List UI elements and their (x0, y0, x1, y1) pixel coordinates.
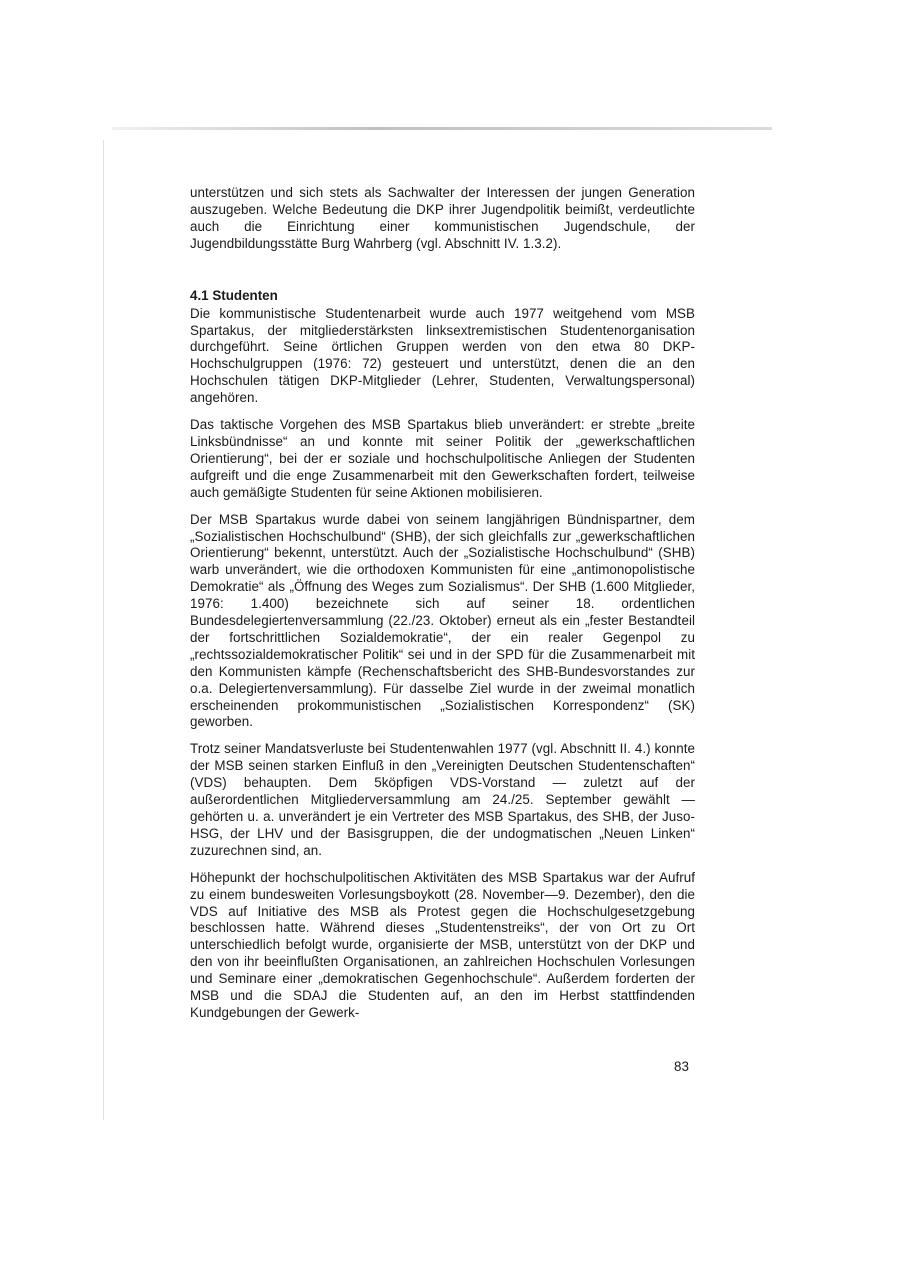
body-paragraph: Der MSB Spartakus wurde dabei von seinem langjährigen Bündnispartner, dem „Sozialistischen Hochschulbund“ (SHB), der sich gleichfalls zur „gewerkschaftlichen Orientierung“ bekennt, unterstützt. Auch der „Sozialistische Hochschulbund“ (SHB) warb unverändert, wie die orthodoxen Kommunisten für eine „antimonopolistische Demokratie“ als „Öffnung des Weges zum Sozialismus“. Der SHB (1.600 Mitglieder, 1976: 1.400) bezeichnete sich auf seiner 18. ordentlichen Bundesdelegiertenversammlung (22./23. Oktober) erneut als ein „fester Bestandteil der fortschrittlichen Sozialdemokratie“, der ein realer Gegenpol zu „rechtssozialdemokratischer Politik“ sei und in der SPD für die Zusammenarbeit mit den Kommunisten kämpfe (Rechenschaftsbericht des SHB-Bundesvorstandes zur o.a. Delegiertenversammlung). Für dasselbe Ziel wurde in der zweimal monatlich erscheinenden prokommunistischen „Sozialistischen Korrespondenz“ (SK) geworben. (190, 511, 695, 730)
body-paragraph: Die kommunistische Studentenarbeit wurde auch 1977 weitgehend vom MSB Spartakus, der mitgliederstärksten linksextremistischen Studentenorganisation durchgeführt. Seine örtlichen Gruppen werden von den etwa 80 DKP-Hochschulgruppen (1976: 72) gesteuert und unterstützt, denen die an den Hochschulen tätigen DKP-Mitglieder (Lehrer, Studenten, Verwaltungspersonal) angehören. (190, 305, 695, 406)
document-body (190, 185, 695, 1032)
body-paragraph: Das taktische Vorgehen des MSB Spartakus blieb unverändert: er strebte „breite Linksbündnisse“ an und konnte mit seiner Politik der „gewerkschaftlichen Orientierung“, bei der er soziale und hochschulpolitische Anliegen der Studenten aufgreift und die enge Zusammenarbeit mit den Gewerkschaften fordert, teilweise auch gemäßigte Studenten für seine Aktionen mobilisieren. (190, 417, 695, 500)
page-number: 83 (674, 1059, 689, 1074)
scan-edge-left (103, 140, 104, 1120)
section-heading: 4.1 Studenten (190, 287, 278, 303)
body-paragraph: Trotz seiner Mandatsverluste bei Studentenwahlen 1977 (vgl. Abschnitt II. 4.) konnte der MSB seinen starken Einfluß in den „Vereinigten Deutschen Studentenschaften“ (VDS) behaupten. Dem 5köpfigen VDS-Vorstand — zuletzt auf der außerordentlichen Mitgliederversammlung am 24./25. September gewählt — gehörten u. a. unverändert je ein Vertreter des MSB Spartakus, des SHB, der Juso-HSG, der LHV und der Basisgruppen, die der undogmatischen „Neuen Linken“ zuzurechnen sind, an. (190, 741, 695, 858)
intro-paragraph: unterstützen und sich stets als Sachwalter der Interessen der jungen Generation auszugeben. Welche Bedeutung die DKP ihrer Jugendpolitik beimißt, verdeutlichte auch die Einrichtung einer kommunistischen Jugendschule, der Jugendbildungsstätte Burg Wahrberg (vgl. Abschnitt IV. 1.3.2). (190, 185, 695, 251)
body-paragraph: Höhepunkt der hochschulpolitischen Aktivitäten des MSB Spartakus war der Aufruf zu einem bundesweiten Vorlesungsboykott (28. November—9. Dezember), den die VDS auf Initiative des MSB als Protest gegen die Hochschulgesetzgebung beschlossen hatte. Während dieses „Studentenstreiks“, der von Ort zu Ort unterschiedlich befolgt wurde, organisierte der MSB, unterstützt von der DKP und den von ihr beeinflußten Organisationen, an zahlreichen Hochschulen Vorlesungen und Seminare einer „demokratischen Gegenhochschule“. Außerdem forderten der MSB und die SDAJ die Studenten auf, an den im Herbst stattfindenden Kundgebungen der Gewerk- (190, 869, 695, 1020)
scan-edge-top (112, 127, 772, 130)
